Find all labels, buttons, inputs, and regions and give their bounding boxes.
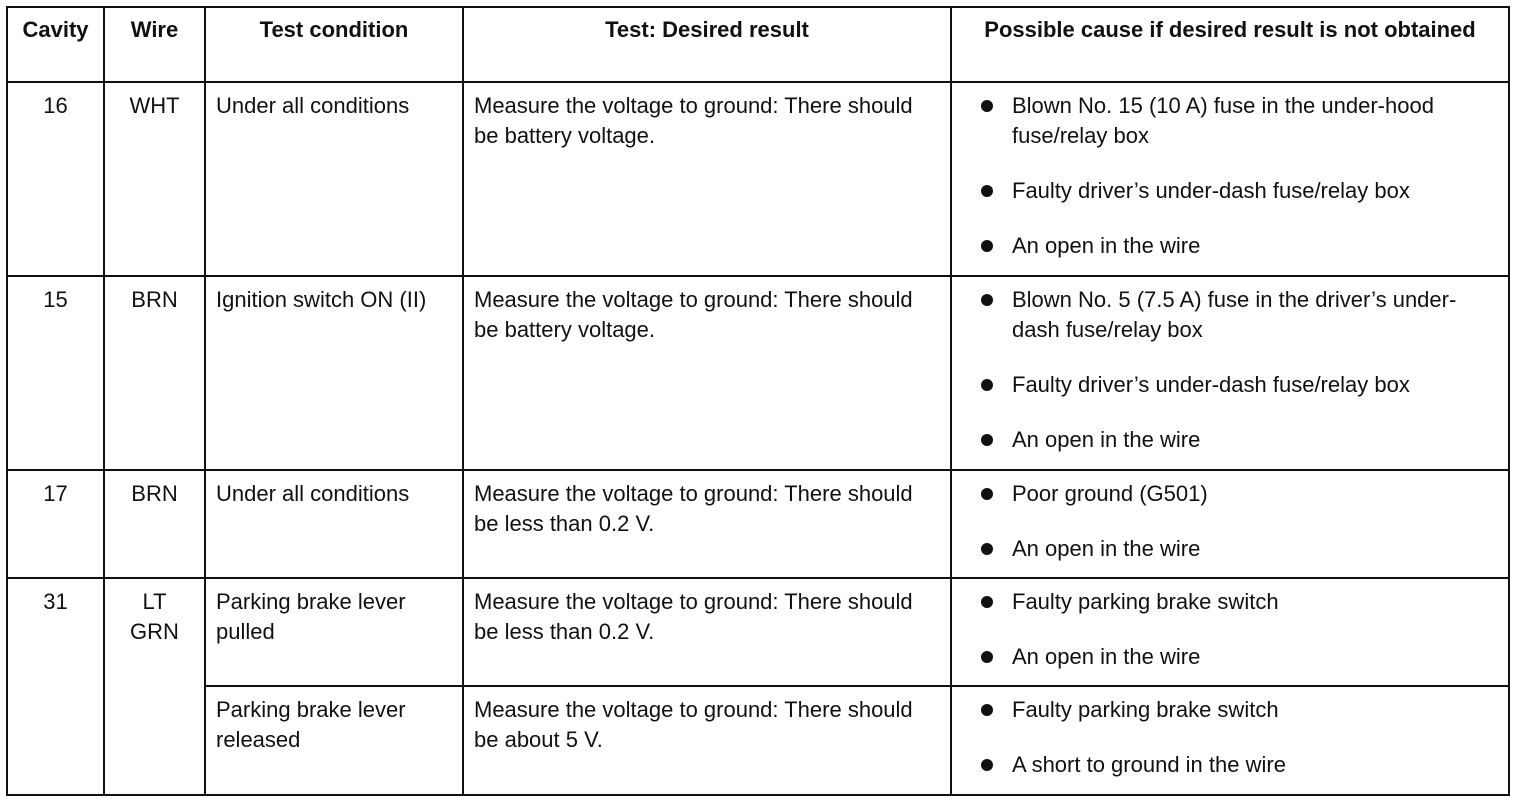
header-cavity: Cavity [7, 7, 104, 82]
wire-cell: WHT [104, 82, 205, 276]
cause-item [978, 91, 1500, 151]
bullet-icon [981, 434, 993, 446]
cause-text: Faulty parking brake switch [1012, 589, 1279, 614]
table-row [7, 276, 1509, 470]
causes-cell [951, 470, 1509, 578]
bullet-icon [981, 651, 993, 663]
result-cell: Measure the voltage to ground: There should be battery voltage. [463, 276, 951, 470]
bullet-icon [981, 543, 993, 555]
cause-text: Blown No. 15 (10 A) fuse in the under-hood fuse/relay box [1012, 93, 1434, 148]
cause-text: Poor ground (G501) [1012, 481, 1208, 506]
bullet-icon [981, 240, 993, 252]
header-test-condition: Test condition [205, 7, 463, 82]
cavity-cell: 17 [7, 470, 104, 578]
condition-cell: Parking brake lever pulled [205, 578, 463, 686]
bullet-icon [981, 294, 993, 306]
wire-cell: BRN [104, 470, 205, 578]
result-cell: Measure the voltage to ground: There should be battery voltage. [463, 82, 951, 276]
cause-text: An open in the wire [1012, 427, 1201, 452]
cavity-cell: 15 [7, 276, 104, 470]
cause-text: Faulty parking brake switch [1012, 697, 1279, 722]
header-desired-result: Test: Desired result [463, 7, 951, 82]
table-row [7, 686, 1509, 795]
table-row [7, 578, 1509, 686]
cause-text: An open in the wire [1012, 644, 1201, 669]
bullet-icon [981, 379, 993, 391]
cause-item [978, 750, 1500, 780]
condition-cell: Ignition switch ON (II) [205, 276, 463, 470]
cause-text: An open in the wire [1012, 536, 1201, 561]
cause-item [978, 587, 1500, 617]
diagnostic-table [6, 6, 1510, 796]
cause-item [978, 642, 1500, 672]
wire-line-1: LT [142, 589, 167, 614]
header-row [7, 7, 1509, 82]
cause-item [978, 695, 1500, 725]
bullet-icon [981, 759, 993, 771]
cause-list [978, 91, 1500, 261]
wire-cell: BRN [104, 276, 205, 470]
cause-item [978, 370, 1500, 400]
cause-item [978, 534, 1500, 564]
cause-list [978, 587, 1500, 672]
table-row [7, 82, 1509, 276]
cause-list [978, 695, 1500, 780]
bullet-icon [981, 596, 993, 608]
cause-item [978, 231, 1500, 261]
condition-cell: Parking brake lever released [205, 686, 463, 795]
cause-list [978, 285, 1500, 455]
result-cell: Measure the voltage to ground: There should be less than 0.2 V. [463, 578, 951, 686]
cause-text: A short to ground in the wire [1012, 752, 1286, 777]
cause-item [978, 479, 1500, 509]
condition-cell: Under all conditions [205, 470, 463, 578]
result-cell: Measure the voltage to ground: There should be less than 0.2 V. [463, 470, 951, 578]
bullet-icon [981, 488, 993, 500]
cause-item [978, 285, 1500, 345]
wire-line-2: GRN [130, 619, 179, 644]
causes-cell [951, 686, 1509, 795]
cause-list [978, 479, 1500, 564]
cause-text: Blown No. 5 (7.5 A) fuse in the driver’s under-dash fuse/relay box [1012, 287, 1457, 342]
cause-text: An open in the wire [1012, 233, 1201, 258]
result-cell: Measure the voltage to ground: There should be about 5 V. [463, 686, 951, 795]
causes-cell [951, 82, 1509, 276]
causes-cell [951, 578, 1509, 686]
table-row [7, 470, 1509, 578]
bullet-icon [981, 704, 993, 716]
cavity-cell: 16 [7, 82, 104, 276]
cause-text: Faulty driver’s under-dash fuse/relay box [1012, 372, 1410, 397]
cavity-cell: 31 [7, 578, 104, 795]
bullet-icon [981, 100, 993, 112]
causes-cell [951, 276, 1509, 470]
condition-cell: Under all conditions [205, 82, 463, 276]
wire-cell [104, 578, 205, 795]
cause-text: Faulty driver’s under-dash fuse/relay box [1012, 178, 1410, 203]
header-possible-cause: Possible cause if desired result is not obtained [951, 7, 1509, 82]
cause-item [978, 176, 1500, 206]
bullet-icon [981, 185, 993, 197]
header-wire: Wire [104, 7, 205, 82]
cause-item [978, 425, 1500, 455]
